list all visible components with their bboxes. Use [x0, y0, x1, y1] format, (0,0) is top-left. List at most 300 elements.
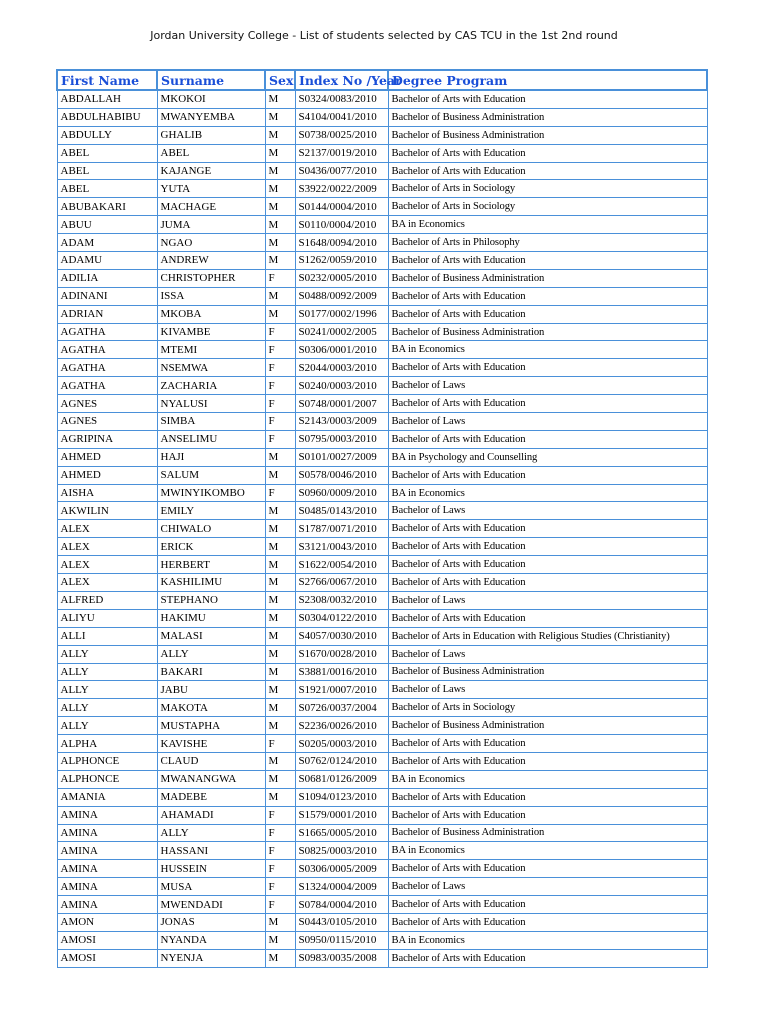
table-row	[57, 842, 707, 860]
table-row	[57, 448, 707, 466]
sex-cell: F	[265, 395, 295, 413]
sex-cell: M	[265, 108, 295, 126]
index-no-cell: S0738/0025/2010	[295, 126, 388, 144]
table-row	[57, 806, 707, 824]
degree-program-cell: Bachelor of Arts with Education	[388, 556, 707, 574]
table-row	[57, 931, 707, 949]
degree-program-cell: Bachelor of Laws	[388, 681, 707, 699]
sex-cell: F	[265, 484, 295, 502]
surname-cell: MADEBE	[157, 788, 265, 806]
surname-cell: MTEMI	[157, 341, 265, 359]
degree-program-cell: Bachelor of Arts with Education	[388, 896, 707, 914]
surname-cell: MACHAGE	[157, 198, 265, 216]
degree-program-cell: Bachelor of Arts with Education	[388, 305, 707, 323]
degree-program-cell: BA in Economics	[388, 341, 707, 359]
table-row	[57, 234, 707, 252]
column-header-first-name: First Name	[57, 70, 157, 90]
first-name-cell: AMANIA	[57, 788, 157, 806]
first-name-cell: ABDULLY	[57, 126, 157, 144]
surname-cell: MKOBA	[157, 305, 265, 323]
first-name-cell: ALEX	[57, 574, 157, 592]
degree-program-cell: Bachelor of Arts with Education	[388, 466, 707, 484]
students-table	[56, 69, 708, 968]
sex-cell: M	[265, 90, 295, 108]
degree-program-cell: Bachelor of Laws	[388, 645, 707, 663]
table-row	[57, 770, 707, 788]
degree-program-cell: BA in Economics	[388, 770, 707, 788]
first-name-cell: AGNES	[57, 413, 157, 431]
surname-cell: MWINYIKOMBO	[157, 484, 265, 502]
surname-cell: BAKARI	[157, 663, 265, 681]
index-no-cell: S0205/0003/2010	[295, 735, 388, 753]
table-row	[57, 556, 707, 574]
index-no-cell: S3922/0022/2009	[295, 180, 388, 198]
degree-program-cell: Bachelor of Arts in Education with Religious Studies (Christianity)	[388, 627, 707, 645]
degree-program-cell: Bachelor of Business Administration	[388, 269, 707, 287]
degree-program-cell: Bachelor of Arts with Education	[388, 520, 707, 538]
sex-cell: M	[265, 556, 295, 574]
first-name-cell: ALFRED	[57, 591, 157, 609]
surname-cell: MKOKOI	[157, 90, 265, 108]
first-name-cell: ADRIAN	[57, 305, 157, 323]
surname-cell: HASSANI	[157, 842, 265, 860]
sex-cell: F	[265, 359, 295, 377]
degree-program-cell: Bachelor of Arts with Education	[388, 162, 707, 180]
surname-cell: HUSSEIN	[157, 860, 265, 878]
table-row	[57, 484, 707, 502]
index-no-cell: S0950/0115/2010	[295, 931, 388, 949]
table-row	[57, 216, 707, 234]
index-no-cell: S0681/0126/2009	[295, 770, 388, 788]
index-no-cell: S0232/0005/2010	[295, 269, 388, 287]
first-name-cell: AGATHA	[57, 341, 157, 359]
table-row	[57, 913, 707, 931]
degree-program-cell: Bachelor of Arts with Education	[388, 806, 707, 824]
index-no-cell: S0762/0124/2010	[295, 752, 388, 770]
table-row	[57, 502, 707, 520]
first-name-cell: AGNES	[57, 395, 157, 413]
index-no-cell: S1579/0001/2010	[295, 806, 388, 824]
sex-cell: F	[265, 896, 295, 914]
index-no-cell: S0240/0003/2010	[295, 377, 388, 395]
surname-cell: MALASI	[157, 627, 265, 645]
surname-cell: CHIWALO	[157, 520, 265, 538]
degree-program-cell: Bachelor of Arts with Education	[388, 788, 707, 806]
first-name-cell: AMON	[57, 913, 157, 931]
first-name-cell: ALIYU	[57, 609, 157, 627]
sex-cell: M	[265, 448, 295, 466]
surname-cell: ANSELIMU	[157, 430, 265, 448]
index-no-cell: S0784/0004/2010	[295, 896, 388, 914]
degree-program-cell: Bachelor of Laws	[388, 591, 707, 609]
index-no-cell: S0101/0027/2009	[295, 448, 388, 466]
index-no-cell: S0110/0004/2010	[295, 216, 388, 234]
surname-cell: KAVISHE	[157, 735, 265, 753]
first-name-cell: AMOSI	[57, 949, 157, 967]
table-row	[57, 627, 707, 645]
sex-cell: M	[265, 180, 295, 198]
index-no-cell: S3121/0043/2010	[295, 538, 388, 556]
index-no-cell: S0144/0004/2010	[295, 198, 388, 216]
table-row	[57, 609, 707, 627]
index-no-cell: S1094/0123/2010	[295, 788, 388, 806]
first-name-cell: AMINA	[57, 860, 157, 878]
sex-cell: M	[265, 287, 295, 305]
table-row	[57, 126, 707, 144]
surname-cell: JUMA	[157, 216, 265, 234]
index-no-cell: S0304/0122/2010	[295, 609, 388, 627]
degree-program-cell: Bachelor of Arts with Education	[388, 860, 707, 878]
surname-cell: NSEMWA	[157, 359, 265, 377]
degree-program-cell: Bachelor of Business Administration	[388, 717, 707, 735]
sex-cell: F	[265, 430, 295, 448]
surname-cell: AHAMADI	[157, 806, 265, 824]
first-name-cell: ALPHA	[57, 735, 157, 753]
sex-cell: M	[265, 234, 295, 252]
degree-program-cell: BA in Economics	[388, 931, 707, 949]
surname-cell: NYALUSI	[157, 395, 265, 413]
index-no-cell: S4057/0030/2010	[295, 627, 388, 645]
degree-program-cell: Bachelor of Laws	[388, 502, 707, 520]
surname-cell: NYANDA	[157, 931, 265, 949]
first-name-cell: AGATHA	[57, 359, 157, 377]
sex-cell: M	[265, 627, 295, 645]
degree-program-cell: Bachelor of Arts with Education	[388, 913, 707, 931]
degree-program-cell: Bachelor of Arts with Education	[388, 430, 707, 448]
sex-cell: M	[265, 126, 295, 144]
first-name-cell: ADAMU	[57, 252, 157, 270]
first-name-cell: AMINA	[57, 878, 157, 896]
first-name-cell: ALPHONCE	[57, 770, 157, 788]
sex-cell: F	[265, 735, 295, 753]
degree-program-cell: Bachelor of Arts with Education	[388, 90, 707, 108]
sex-cell: M	[265, 198, 295, 216]
degree-program-cell: Bachelor of Arts with Education	[388, 752, 707, 770]
degree-program-cell: Bachelor of Arts in Sociology	[388, 180, 707, 198]
degree-program-cell: Bachelor of Arts with Education	[388, 538, 707, 556]
first-name-cell: ALEX	[57, 556, 157, 574]
index-no-cell: S2044/0003/2010	[295, 359, 388, 377]
index-no-cell: S1262/0059/2010	[295, 252, 388, 270]
table-row	[57, 180, 707, 198]
sex-cell: M	[265, 305, 295, 323]
first-name-cell: ALLY	[57, 717, 157, 735]
degree-program-cell: BA in Economics	[388, 484, 707, 502]
degree-program-cell: Bachelor of Arts in Sociology	[388, 198, 707, 216]
first-name-cell: AGRIPINA	[57, 430, 157, 448]
index-no-cell: S2137/0019/2010	[295, 144, 388, 162]
sex-cell: F	[265, 323, 295, 341]
index-no-cell: S0177/0002/1996	[295, 305, 388, 323]
surname-cell: EMILY	[157, 502, 265, 520]
sex-cell: M	[265, 645, 295, 663]
index-no-cell: S2236/0026/2010	[295, 717, 388, 735]
table-row	[57, 269, 707, 287]
sex-cell: M	[265, 466, 295, 484]
index-no-cell: S0748/0001/2007	[295, 395, 388, 413]
sex-cell: M	[265, 949, 295, 967]
table-row	[57, 395, 707, 413]
index-no-cell: S0443/0105/2010	[295, 913, 388, 931]
sex-cell: M	[265, 931, 295, 949]
table-row	[57, 645, 707, 663]
first-name-cell: ALLY	[57, 645, 157, 663]
sex-cell: F	[265, 824, 295, 842]
page-title: Jordan University College - List of students selected by CAS TCU in the 1st 2nd round	[150, 29, 618, 42]
first-name-cell: AHMED	[57, 466, 157, 484]
index-no-cell: S0795/0003/2010	[295, 430, 388, 448]
first-name-cell: ALPHONCE	[57, 752, 157, 770]
surname-cell: HERBERT	[157, 556, 265, 574]
surname-cell: GHALIB	[157, 126, 265, 144]
sex-cell: M	[265, 252, 295, 270]
table-row	[57, 108, 707, 126]
index-no-cell: S0578/0046/2010	[295, 466, 388, 484]
surname-cell: CLAUD	[157, 752, 265, 770]
sex-cell: F	[265, 878, 295, 896]
first-name-cell: AHMED	[57, 448, 157, 466]
surname-cell: NYENJA	[157, 949, 265, 967]
first-name-cell: AMINA	[57, 824, 157, 842]
table-row	[57, 699, 707, 717]
table-row	[57, 538, 707, 556]
table-row	[57, 574, 707, 592]
table-row	[57, 90, 707, 108]
table-row	[57, 466, 707, 484]
surname-cell: ANDREW	[157, 252, 265, 270]
degree-program-cell: Bachelor of Laws	[388, 878, 707, 896]
sex-cell: M	[265, 752, 295, 770]
index-no-cell: S0960/0009/2010	[295, 484, 388, 502]
first-name-cell: ADILIA	[57, 269, 157, 287]
table-body	[57, 90, 707, 967]
index-no-cell: S0488/0092/2009	[295, 287, 388, 305]
degree-program-cell: Bachelor of Arts with Education	[388, 144, 707, 162]
surname-cell: ISSA	[157, 287, 265, 305]
index-no-cell: S1648/0094/2010	[295, 234, 388, 252]
table-row	[57, 824, 707, 842]
degree-program-cell: Bachelor of Business Administration	[388, 108, 707, 126]
table-row	[57, 681, 707, 699]
degree-program-cell: Bachelor of Laws	[388, 413, 707, 431]
degree-program-cell: Bachelor of Arts with Education	[388, 252, 707, 270]
first-name-cell: AMOSI	[57, 931, 157, 949]
sex-cell: M	[265, 663, 295, 681]
first-name-cell: AMINA	[57, 806, 157, 824]
table-row	[57, 717, 707, 735]
index-no-cell: S0436/0077/2010	[295, 162, 388, 180]
degree-program-cell: Bachelor of Laws	[388, 377, 707, 395]
index-no-cell: S1622/0054/2010	[295, 556, 388, 574]
table-row	[57, 735, 707, 753]
surname-cell: MAKOTA	[157, 699, 265, 717]
index-no-cell: S2308/0032/2010	[295, 591, 388, 609]
surname-cell: HAJI	[157, 448, 265, 466]
table-row	[57, 287, 707, 305]
table-row	[57, 341, 707, 359]
surname-cell: SALUM	[157, 466, 265, 484]
surname-cell: CHRISTOPHER	[157, 269, 265, 287]
table-row	[57, 377, 707, 395]
sex-cell: F	[265, 377, 295, 395]
degree-program-cell: Bachelor of Arts with Education	[388, 735, 707, 753]
degree-program-cell: Bachelor of Business Administration	[388, 126, 707, 144]
sex-cell: M	[265, 144, 295, 162]
index-no-cell: S0241/0002/2005	[295, 323, 388, 341]
sex-cell: M	[265, 699, 295, 717]
sex-cell: M	[265, 574, 295, 592]
table-row	[57, 520, 707, 538]
table-row	[57, 896, 707, 914]
degree-program-cell: Bachelor of Business Administration	[388, 663, 707, 681]
sex-cell: M	[265, 162, 295, 180]
students-table-container	[56, 69, 706, 968]
table-row	[57, 413, 707, 431]
surname-cell: MWANANGWA	[157, 770, 265, 788]
surname-cell: KASHILIMU	[157, 574, 265, 592]
table-row	[57, 252, 707, 270]
degree-program-cell: Bachelor of Business Administration	[388, 824, 707, 842]
surname-cell: KAJANGE	[157, 162, 265, 180]
surname-cell: ALLY	[157, 824, 265, 842]
table-row	[57, 323, 707, 341]
first-name-cell: ALLY	[57, 663, 157, 681]
surname-cell: MWENDADI	[157, 896, 265, 914]
sex-cell: M	[265, 538, 295, 556]
index-no-cell: S1665/0005/2010	[295, 824, 388, 842]
table-row	[57, 591, 707, 609]
degree-program-cell: BA in Economics	[388, 842, 707, 860]
sex-cell: M	[265, 717, 295, 735]
surname-cell: ALLY	[157, 645, 265, 663]
table-row	[57, 788, 707, 806]
surname-cell: JONAS	[157, 913, 265, 931]
degree-program-cell: Bachelor of Business Administration	[388, 323, 707, 341]
surname-cell: STEPHANO	[157, 591, 265, 609]
degree-program-cell: Bachelor of Arts with Education	[388, 359, 707, 377]
index-no-cell: S0324/0083/2010	[295, 90, 388, 108]
surname-cell: KIVAMBE	[157, 323, 265, 341]
first-name-cell: ALEX	[57, 520, 157, 538]
index-no-cell: S2143/0003/2009	[295, 413, 388, 431]
index-no-cell: S0485/0143/2010	[295, 502, 388, 520]
table-row	[57, 305, 707, 323]
surname-cell: SIMBA	[157, 413, 265, 431]
surname-cell: YUTA	[157, 180, 265, 198]
sex-cell: M	[265, 216, 295, 234]
degree-program-cell: BA in Psychology and Counselling	[388, 448, 707, 466]
first-name-cell: ALLY	[57, 699, 157, 717]
index-no-cell: S3881/0016/2010	[295, 663, 388, 681]
table-row	[57, 752, 707, 770]
sex-cell: F	[265, 269, 295, 287]
index-no-cell: S0306/0005/2009	[295, 860, 388, 878]
table-row	[57, 949, 707, 967]
first-name-cell: ABEL	[57, 180, 157, 198]
index-no-cell: S0306/0001/2010	[295, 341, 388, 359]
sex-cell: M	[265, 502, 295, 520]
column-header-index-no: Index No /Year	[295, 70, 388, 90]
surname-cell: MWANYEMBA	[157, 108, 265, 126]
surname-cell: NGAO	[157, 234, 265, 252]
first-name-cell: ABDULHABIBU	[57, 108, 157, 126]
degree-program-cell: Bachelor of Arts with Education	[388, 395, 707, 413]
index-no-cell: S1670/0028/2010	[295, 645, 388, 663]
sex-cell: F	[265, 413, 295, 431]
sex-cell: M	[265, 913, 295, 931]
surname-cell: ABEL	[157, 144, 265, 162]
first-name-cell: ADINANI	[57, 287, 157, 305]
index-no-cell: S1921/0007/2010	[295, 681, 388, 699]
degree-program-cell: Bachelor of Arts with Education	[388, 574, 707, 592]
sex-cell: M	[265, 681, 295, 699]
sex-cell: M	[265, 788, 295, 806]
degree-program-cell: Bachelor of Arts with Education	[388, 949, 707, 967]
surname-cell: MUSA	[157, 878, 265, 896]
first-name-cell: AKWILIN	[57, 502, 157, 520]
first-name-cell: ALEX	[57, 538, 157, 556]
degree-program-cell: Bachelor of Arts with Education	[388, 609, 707, 627]
first-name-cell: ALLI	[57, 627, 157, 645]
surname-cell: ERICK	[157, 538, 265, 556]
table-row	[57, 359, 707, 377]
column-header-sex: Sex	[265, 70, 295, 90]
table-row	[57, 162, 707, 180]
index-no-cell: S4104/0041/2010	[295, 108, 388, 126]
column-header-degree-program: Degree Program	[388, 70, 707, 90]
index-no-cell: S0726/0037/2004	[295, 699, 388, 717]
first-name-cell: ABUBAKARI	[57, 198, 157, 216]
table-header-row	[57, 70, 707, 90]
first-name-cell: AMINA	[57, 842, 157, 860]
sex-cell: M	[265, 520, 295, 538]
first-name-cell: ABEL	[57, 144, 157, 162]
sex-cell: M	[265, 591, 295, 609]
first-name-cell: ABDALLAH	[57, 90, 157, 108]
first-name-cell: AMINA	[57, 896, 157, 914]
table-row	[57, 878, 707, 896]
first-name-cell: AGATHA	[57, 323, 157, 341]
degree-program-cell: Bachelor of Arts in Sociology	[388, 699, 707, 717]
surname-cell: ZACHARIA	[157, 377, 265, 395]
degree-program-cell: BA in Economics	[388, 216, 707, 234]
first-name-cell: ABEL	[57, 162, 157, 180]
first-name-cell: ALLY	[57, 681, 157, 699]
sex-cell: F	[265, 842, 295, 860]
index-no-cell: S2766/0067/2010	[295, 574, 388, 592]
index-no-cell: S1787/0071/2010	[295, 520, 388, 538]
index-no-cell: S0825/0003/2010	[295, 842, 388, 860]
first-name-cell: ADAM	[57, 234, 157, 252]
index-no-cell: S0983/0035/2008	[295, 949, 388, 967]
sex-cell: F	[265, 341, 295, 359]
surname-cell: HAKIMU	[157, 609, 265, 627]
sex-cell: M	[265, 609, 295, 627]
table-row	[57, 198, 707, 216]
table-row	[57, 860, 707, 878]
degree-program-cell: Bachelor of Arts with Education	[388, 287, 707, 305]
table-row	[57, 663, 707, 681]
sex-cell: F	[265, 860, 295, 878]
degree-program-cell: Bachelor of Arts in Philosophy	[388, 234, 707, 252]
surname-cell: MUSTAPHA	[157, 717, 265, 735]
column-header-surname: Surname	[157, 70, 265, 90]
first-name-cell: ABUU	[57, 216, 157, 234]
first-name-cell: AGATHA	[57, 377, 157, 395]
first-name-cell: AISHA	[57, 484, 157, 502]
surname-cell: JABU	[157, 681, 265, 699]
sex-cell: F	[265, 806, 295, 824]
